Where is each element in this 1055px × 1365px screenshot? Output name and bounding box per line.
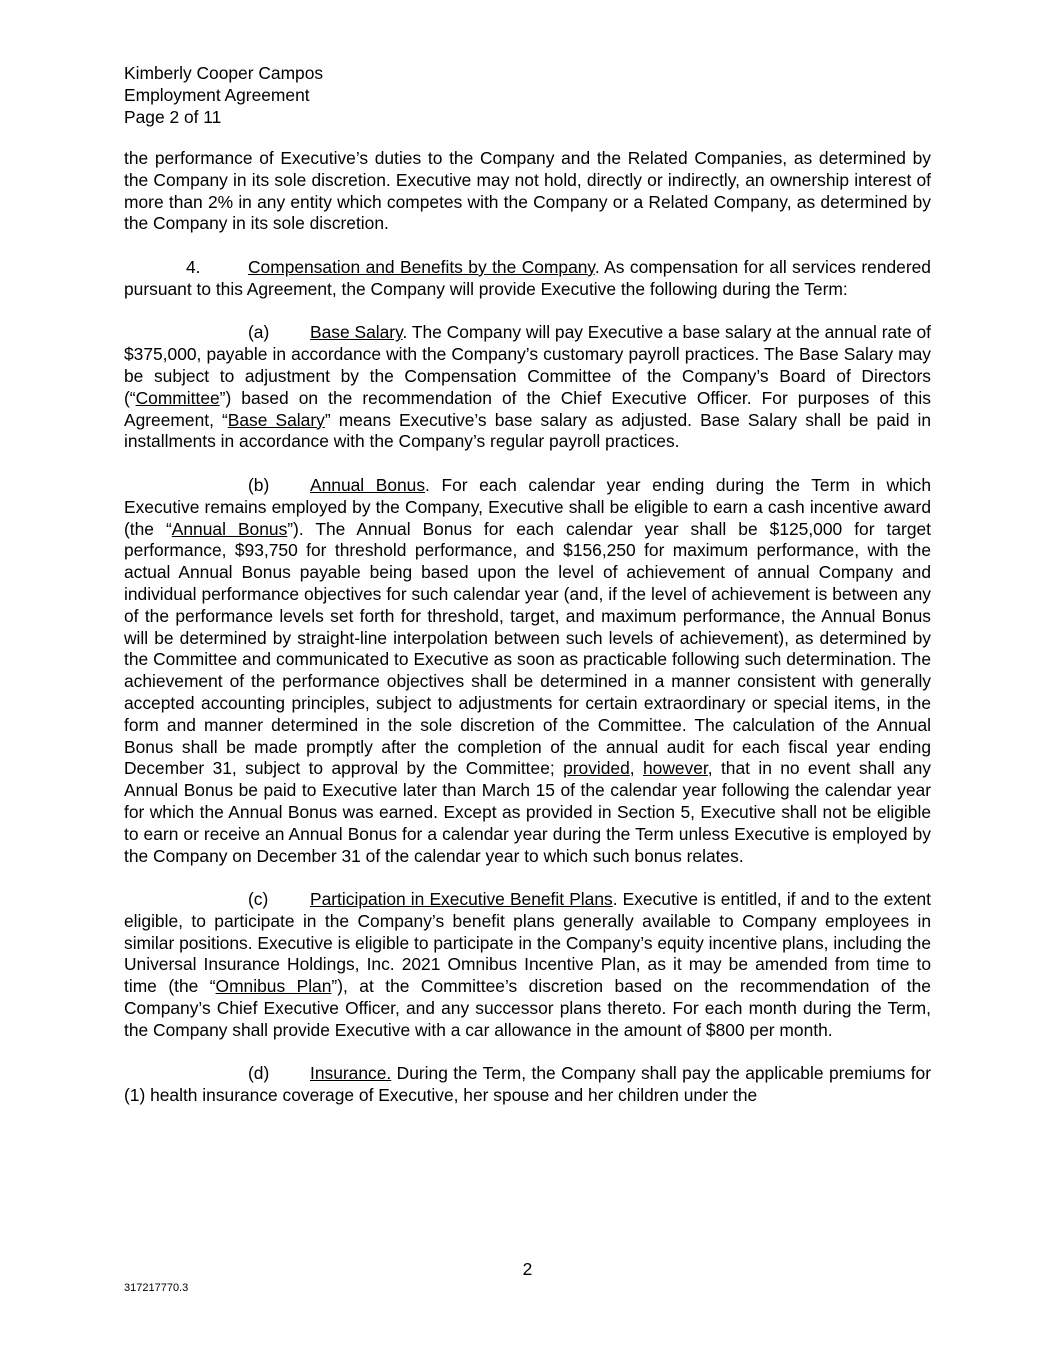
section-4 <box>124 257 931 301</box>
section-4-text: . As compensation for all services rendered pursuant to this Agreement, the Company will provide Executive the following during the Term: <box>124 256 931 299</box>
paragraph-continuation: the performance of Executive’s duties to the Company and the Related Companies, as determined by the Company in its sole discretion. Executive may not hold, directly or indirectly, an ownership interest of more than 2% in any entity which competes with the Company or a Related Company, as determined by the Company in its sole discretion. <box>124 148 931 234</box>
section-4a-text-1: . The Company will pay Executive a base salary at the annual rate of $375,000, payable in accordance with the Company’s customary payroll practices. The Base Salary may be subject to adjustment by the Compensation Committee of the Company’s Board of Directors (“ <box>124 322 931 408</box>
defined-term-omnibus-plan: Omnibus Plan <box>215 976 332 997</box>
section-4a-label: (a) <box>248 322 270 343</box>
running-header <box>124 62 323 128</box>
agreement-body <box>124 148 931 1107</box>
document-id: 317217770.3 <box>124 1282 189 1294</box>
section-4d-text-1: During the Term, the Company shall pay the applicable premiums for (1) health insurance coverage of Executive, her spouse and her children under the <box>124 1063 931 1106</box>
page-number: 2 <box>522 1259 533 1279</box>
term-provided: provided <box>563 758 630 779</box>
section-4c-text-2: ”), at the Committee’s discretion based on the recommendation of the Company’s Chief Executive Officer, and any successor plans thereto. For each month during the Term, the Company shall provide Executive with a car allowance in the amount of $800 per month. <box>124 976 931 1040</box>
section-4a-text-2: ”) based on the recommendation of the Chief Executive Officer. For purposes of this Agreement, “ <box>124 387 931 430</box>
section-4a-heading: Base Salary <box>310 322 403 343</box>
section-4a-text-3: ” means Executive’s base salary as adjusted. Base Salary shall be paid in installments in accordance with the Company’s regular payroll practices. <box>124 409 931 452</box>
header-name: Kimberly Cooper Campos <box>124 63 324 83</box>
section-4d-label: (d) <box>248 1063 270 1084</box>
section-4b-label: (b) <box>248 474 270 495</box>
section-4d-insurance <box>124 1063 931 1107</box>
header-page-label: Page 2 of 11 <box>124 107 222 127</box>
defined-term-base-salary: Base Salary <box>227 409 325 430</box>
section-4b-text-2: ”). The Annual Bonus for each calendar year shall be $125,000 for target performance, $93,750 for threshold performance, and $156,250 for maximum performance, with the actual Annual Bonus payable being based upon the level of achievement of annual Company and individual performance objectives for such calendar year (and, if the level of achievement is between any of the performance levels set forth for threshold, target, and maximum performance, the Annual Bonus will be determined by straight-line interpolation between such levels of achievement), as determined by the Committee and communicated to Executive as soon as practicable following such determination. The achievement of the performance objectives shall be determined in a manner consistent with generally accepted accounting principles, subject to adjustments for certain extraordinary or special items, in the form and manner determined in the sole discretion of the Committee. The calculation of the Annual Bonus shall be made promptly after the completion of the annual audit for each fiscal year ending December 31, subject to approval by the Committee; <box>124 518 931 779</box>
section-4-heading: Compensation and Benefits by the Company <box>248 256 595 277</box>
section-4c-text-1: . Executive is entitled, if and to the extent eligible, to participate in the Company’s benefit plans generally available to Company employees in similar positions. Executive is eligible to participate in the Company’s equity incentive plans, including the Universal Insurance Holdings, Inc. 2021 Omnibus Incentive Plan, as it may be amended from time to time (the “ <box>124 889 931 997</box>
section-4a-base-salary <box>124 322 931 453</box>
defined-term-committee: Committee <box>135 387 220 408</box>
section-4b-text-1: . For each calendar year ending during the Term in which Executive remains employed by the Company, Executive shall be eligible to earn a cash incentive award (the “ <box>124 474 931 539</box>
section-4b-text-4: , that in no event shall any Annual Bonus be paid to Executive later than March 15 of the calendar year following the calendar year for which the Annual Bonus was earned. Except as provided in Section 5, Executive shall not be eligible to earn or receive an Annual Bonus for a calendar year during the Term unless Executive is employed by the Company on December 31 of the calendar year to which such bonus relates. <box>124 758 932 866</box>
section-4c-label: (c) <box>248 889 269 910</box>
section-4c-heading: Participation in Executive Benefit Plans <box>310 889 613 910</box>
section-4c-benefit-plans <box>124 889 931 1042</box>
section-4b-annual-bonus <box>124 475 931 867</box>
section-4b-text-3: , <box>629 758 643 779</box>
header-title: Employment Agreement <box>124 85 310 105</box>
section-4-number: 4. <box>186 256 201 277</box>
section-4b-heading: Annual Bonus <box>310 474 426 495</box>
term-however: however <box>642 758 708 779</box>
section-4d-heading: Insurance. <box>310 1063 392 1084</box>
defined-term-annual-bonus: Annual Bonus <box>171 518 288 539</box>
